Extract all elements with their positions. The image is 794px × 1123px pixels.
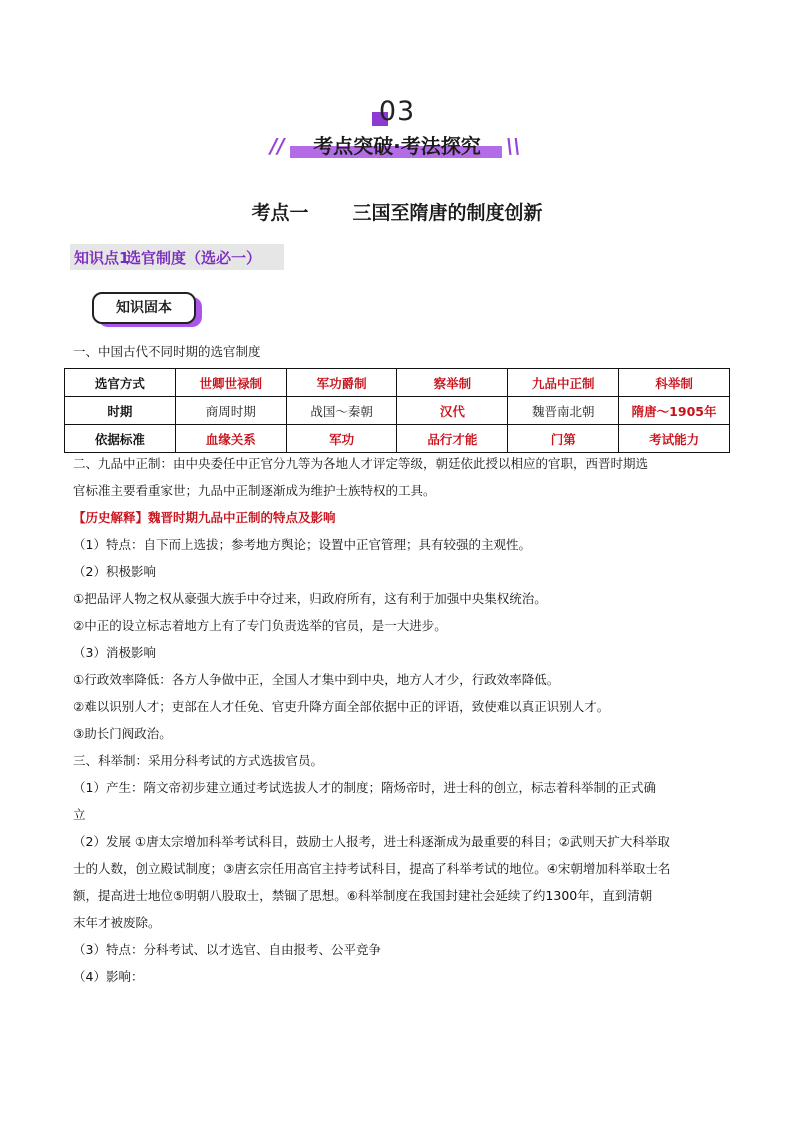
slash-left-icon: // <box>270 134 285 158</box>
keju-line: 末年才被废除。 <box>73 915 161 930</box>
knowledge-point-label: 知识点1 <box>74 249 130 267</box>
table-cell: 考试能力 <box>619 425 730 453</box>
section-number: 03 <box>378 96 416 127</box>
history-line: ①行政效率降低：各方人争做中正，全国人才集中到中央，地方人才少，行政效率降低。 <box>73 672 560 687</box>
table-row <box>65 397 730 425</box>
topic-name: 三国至隋唐的制度创新 <box>352 202 543 224</box>
table-cell: 血缘关系 <box>175 425 286 453</box>
jiupin-line: 官标准主要看重家世；九品中正制逐渐成为维护士族特权的工具。 <box>73 483 436 498</box>
badge-label: 知识固本 <box>92 292 196 324</box>
jiupin-line: 二、九品中正制：由中央委任中正官分九等为各地人才评定等级，朝廷依此授以相应的官职，西晋时期选 <box>73 456 649 471</box>
keju-line: 额，提高进士地位⑤明朝八股取士，禁锢了思想。⑥科举制度在我国封建社会延续了约1300年，直到清朝 <box>73 888 653 903</box>
table-row <box>65 425 730 453</box>
table-cell: 时期 <box>65 397 176 425</box>
table-cell: 战国～秦朝 <box>286 397 397 425</box>
knowledge-point-title: 选官制度（选必一） <box>126 249 262 267</box>
table-cell: 隋唐～1905年 <box>619 397 730 425</box>
keju-line: （1）产生：隋文帝初步建立通过考试选拔人才的制度；隋炀帝时，进士科的创立，标志着科举制的正式确 <box>73 780 656 795</box>
table-cell: 商周时期 <box>175 397 286 425</box>
keju-line: 士的人数，创立殿试制度；③唐玄宗任用高官主持考试科目，提高了科举考试的地位。④宋朝增加科举取士名 <box>73 861 671 876</box>
history-line: （1）特点：自下而上选拔；参考地方舆论；设置中正官管理；具有较强的主观性。 <box>73 537 531 552</box>
section-title-row <box>0 130 794 160</box>
selection-system-table <box>64 368 730 453</box>
history-line: ②中正的设立标志着地方上有了专门负责选举的官员，是一大进步。 <box>73 618 447 633</box>
table-cell: 依据标准 <box>65 425 176 453</box>
table-cell: 汉代 <box>397 397 508 425</box>
section-title: 考点突破·考法探究 <box>313 134 481 158</box>
table-row <box>65 369 730 397</box>
history-line: （3）消极影响 <box>73 645 156 660</box>
table-cell: 世卿世禄制 <box>175 369 286 397</box>
section-number-wrap <box>0 96 794 127</box>
table-cell: 军功 <box>286 425 397 453</box>
keju-line: （4）影响： <box>73 969 144 984</box>
topic-label: 考点一 <box>251 202 309 224</box>
history-heading <box>73 509 733 527</box>
knowledge-badge <box>92 292 202 326</box>
knowledge-point-bar <box>70 244 284 270</box>
table-cell: 门第 <box>508 425 619 453</box>
keju-line: 立 <box>73 807 86 822</box>
table-cell: 察举制 <box>397 369 508 397</box>
history-line: ②难以识别人才；吏部在人才任免、官吏升降方面全部依据中正的评语，致使难以真正识别人才。 <box>73 699 610 714</box>
history-tag: 【历史解释】 <box>73 510 149 525</box>
table-cell: 魏晋南北朝 <box>508 397 619 425</box>
table-cell: 品行才能 <box>397 425 508 453</box>
history-line: ③助长门阀政治。 <box>73 726 172 741</box>
table-cell: 选官方式 <box>65 369 176 397</box>
intro-heading: 一、中国古代不同时期的选官制度 <box>73 344 261 359</box>
table-cell: 军功爵制 <box>286 369 397 397</box>
topic-title <box>0 198 794 225</box>
slash-right-icon: \\ <box>506 134 521 158</box>
history-line: ①把品评人物之权从豪强大族手中夺过来，归政府所有，这有利于加强中央集权统治。 <box>73 591 547 606</box>
keju-line: （3）特点：分科考试、以才选官、自由报考、公平竞争 <box>73 942 381 957</box>
history-title: 魏晋时期九品中正制的特点及影响 <box>148 510 336 525</box>
keju-heading: 三、科举制：采用分科考试的方式选拔官员。 <box>73 753 324 768</box>
history-line: （2）积极影响 <box>73 564 156 579</box>
keju-line: （2）发展 ①唐太宗增加科举考试科目，鼓励士人报考，进士科逐渐成为最重要的科目；②武则天扩大科举取 <box>73 834 670 849</box>
table-cell: 九品中正制 <box>508 369 619 397</box>
table-cell: 科举制 <box>619 369 730 397</box>
